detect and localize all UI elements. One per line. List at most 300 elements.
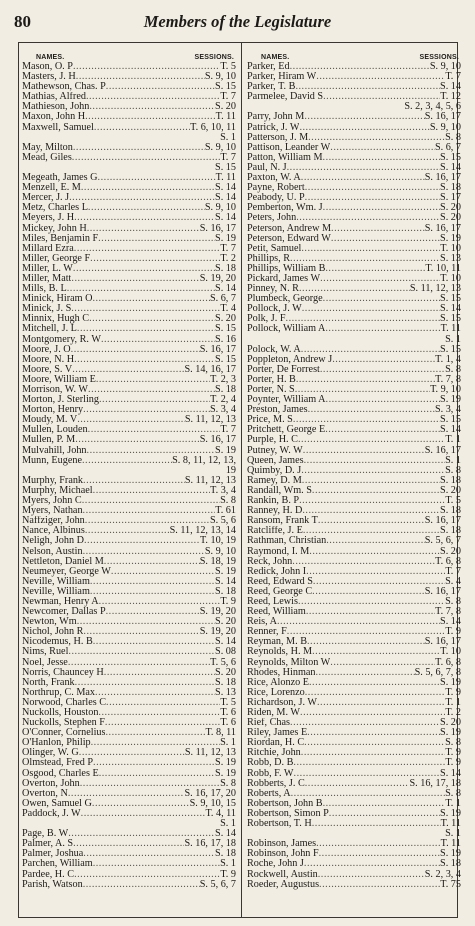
member-name: Mathewson, Chas. P	[22, 82, 106, 93]
member-name: Robertson, Simon P	[247, 808, 329, 819]
leader-dots	[93, 486, 211, 496]
member-row	[247, 173, 461, 183]
member-name: Moore, J. O	[22, 344, 71, 355]
member-row	[247, 738, 461, 748]
member-name: Minick, Hiram O	[22, 294, 93, 305]
leader-dots	[300, 708, 445, 718]
member-sessions: S. 14	[215, 575, 236, 587]
member-name: Raymond, I. M	[247, 546, 310, 557]
member-row	[22, 345, 236, 355]
member-sessions: T. 6	[220, 717, 236, 729]
member-row	[247, 476, 461, 486]
leader-dots	[305, 183, 440, 193]
member-row	[22, 476, 236, 486]
member-sessions: S. 1	[220, 858, 236, 870]
member-name: Miller, L. W	[22, 263, 73, 274]
member-row	[247, 82, 461, 92]
member-row	[247, 133, 461, 143]
leader-dots	[98, 173, 216, 183]
member-row	[22, 254, 236, 264]
member-row	[22, 849, 236, 859]
leader-dots	[303, 446, 425, 456]
member-row	[247, 183, 461, 193]
member-name: Mills, B. L	[22, 284, 67, 295]
member-sessions: S. 20	[440, 202, 461, 214]
leader-dots	[92, 799, 190, 809]
leader-dots	[84, 536, 200, 546]
member-row	[22, 698, 236, 708]
leader-dots	[73, 264, 215, 274]
member-name: Putney, W. W	[247, 445, 303, 456]
member-sessions: T. 10	[440, 242, 461, 254]
leader-dots	[302, 476, 440, 486]
member-name: Mullen, P. M	[22, 435, 76, 446]
member-sessions: S. 15	[440, 313, 461, 325]
member-name: Reynolds, Milton W	[247, 657, 331, 668]
member-name: Peters, John	[247, 213, 297, 224]
member-sessions: S. 17	[440, 192, 461, 204]
member-row	[247, 688, 461, 698]
member-sessions: T. 11	[440, 323, 461, 335]
member-sessions: S. 3, 4	[209, 404, 236, 416]
leader-dots	[94, 123, 190, 133]
member-sessions: S. 18	[440, 182, 461, 194]
member-sessions: S. 16, 17	[424, 585, 461, 597]
leader-dots	[83, 880, 200, 890]
member-name: Pattison, Leander W	[247, 142, 331, 153]
leader-dots	[96, 375, 210, 385]
right-column	[247, 53, 461, 890]
member-name: Morton, J. Sterling	[22, 395, 99, 406]
member-name: Rief, Chas	[247, 718, 291, 729]
member-name: Polock, W. A	[247, 344, 301, 355]
member-sessions: S. 5, 6, 7	[424, 535, 461, 547]
member-name: O'Conner, Cornelius	[22, 728, 106, 739]
leader-dots	[105, 728, 205, 738]
leader-dots	[379, 102, 404, 112]
leader-dots	[308, 405, 435, 415]
member-sessions: T. 9	[220, 595, 236, 607]
member-sessions: S. 16, 17	[424, 636, 461, 648]
member-sessions: T. 7	[220, 242, 236, 254]
member-name: Metz, Charles L	[22, 203, 88, 214]
member-row	[22, 607, 236, 617]
leader-dots	[325, 324, 440, 334]
member-sessions: S. 15	[215, 81, 236, 93]
member-sessions: S. 20	[215, 616, 236, 628]
leader-dots	[291, 789, 446, 799]
member-row	[247, 678, 461, 688]
member-name: Reed, William	[247, 607, 306, 618]
member-sessions: T. 75	[440, 878, 461, 890]
member-name: Nicodemus, H. B	[22, 637, 93, 648]
member-name: Palmer, A. S	[22, 839, 74, 850]
members-table	[18, 42, 461, 918]
leader-dots	[67, 284, 215, 294]
leader-dots	[316, 72, 445, 82]
member-sessions: S. 19	[440, 676, 461, 688]
leader-dots	[88, 203, 205, 213]
member-name: Norris, Chauncey H	[22, 667, 104, 678]
leader-dots	[73, 839, 184, 849]
member-sessions: S. 20	[215, 666, 236, 678]
right-rows	[247, 62, 461, 890]
leader-dots	[68, 647, 215, 657]
member-row	[22, 678, 236, 688]
leader-dots	[99, 769, 215, 779]
member-sessions: T. 1	[445, 797, 461, 809]
member-sessions: S. 18, 19	[199, 555, 236, 567]
member-row	[247, 557, 461, 567]
leader-dots	[325, 425, 440, 435]
member-row	[247, 829, 461, 839]
member-row	[247, 335, 461, 345]
member-row	[22, 839, 236, 849]
member-name: Menzell, E. M	[22, 183, 81, 194]
member-name: Riden, M. W	[247, 708, 301, 718]
member-row	[22, 728, 236, 738]
member-sessions: S. 1	[445, 828, 461, 840]
leader-dots	[312, 819, 441, 829]
leader-dots	[72, 365, 184, 375]
member-sessions: S. 16, 17	[424, 444, 461, 456]
member-sessions: T. 5, 6	[210, 656, 236, 668]
member-sessions: T. 7	[220, 424, 236, 436]
member-name: Northrup, C. Max	[22, 687, 96, 698]
member-row	[247, 456, 461, 466]
leader-dots	[83, 547, 205, 557]
leader-dots	[304, 112, 424, 122]
leader-dots	[77, 324, 215, 334]
member-name: Meyers, J. H	[22, 213, 75, 224]
member-row	[22, 284, 236, 294]
member-name: Pollock, William A	[247, 324, 326, 335]
leader-dots	[75, 435, 200, 445]
member-row	[22, 758, 236, 768]
member-name: Noel, Jesse	[22, 657, 68, 668]
member-name: Price, M. S	[247, 415, 293, 426]
member-name: Munn, Eugene	[22, 455, 82, 466]
member-sessions: T. 8, 11	[205, 727, 236, 739]
member-sessions: S. 1	[445, 333, 461, 345]
member-name: Paddock, J. W	[22, 808, 81, 819]
member-row	[247, 234, 461, 244]
leader-dots	[318, 516, 425, 526]
leader-dots	[277, 617, 440, 627]
member-sessions: S. 16, 17	[424, 172, 461, 184]
member-sessions: S. 9, 10	[429, 61, 461, 72]
member-sessions: T. 9	[445, 757, 461, 769]
member-row	[22, 203, 236, 213]
member-sessions: S. 1	[445, 454, 461, 466]
leader-dots	[318, 870, 425, 880]
leader-dots	[104, 557, 200, 567]
member-sessions: S. 20	[440, 545, 461, 557]
member-name: Nuckolls, Stephen F	[22, 718, 105, 729]
member-sessions: S. 11, 12, 13	[184, 474, 236, 486]
member-row	[22, 748, 236, 758]
member-row	[22, 567, 236, 577]
member-sessions: S. 19	[440, 807, 461, 819]
member-sessions: S. 6, 7	[434, 141, 461, 153]
leader-dots	[87, 224, 200, 234]
member-row	[22, 506, 236, 516]
member-row	[247, 72, 461, 82]
member-sessions: T. 9	[445, 747, 461, 759]
sessions-header: SESSIONS.	[194, 54, 234, 61]
member-sessions: S. 14, 16, 17	[184, 363, 236, 375]
member-sessions: T. 9	[445, 686, 461, 698]
leader-dots	[319, 880, 440, 890]
member-name: Poynter, William A	[247, 395, 326, 406]
member-sessions: S. 14	[440, 767, 461, 779]
member-name: Plumbeck, George	[247, 294, 323, 305]
member-row	[247, 547, 461, 557]
member-row	[247, 880, 461, 890]
member-row	[22, 173, 236, 183]
leader-dots	[93, 859, 220, 869]
leader-dots	[299, 284, 410, 294]
member-sessions: S. 8	[445, 787, 461, 799]
member-row	[247, 415, 461, 425]
member-name: Maxwell, Samuel	[22, 122, 94, 133]
leader-dots	[323, 799, 446, 809]
member-sessions: S. 9, 10	[204, 71, 236, 83]
member-sessions: T. 11	[440, 818, 461, 830]
leader-dots	[302, 506, 440, 516]
member-row	[247, 708, 461, 718]
member-name: Renner, F	[247, 627, 287, 638]
leader-dots	[306, 607, 435, 617]
member-sessions: S. 16, 17, 18	[184, 838, 236, 850]
leader-dots	[331, 224, 425, 234]
member-name: Richardson, J. W	[247, 697, 317, 708]
member-row	[22, 133, 236, 143]
member-sessions: S. 20	[215, 313, 236, 325]
member-name: Minnix, Hugh C	[22, 314, 90, 325]
member-sessions: S. 11, 12, 13	[184, 747, 236, 759]
leader-dots	[323, 153, 441, 163]
member-row	[247, 486, 461, 496]
leader-dots	[74, 870, 220, 880]
leader-dots	[305, 688, 446, 698]
leader-dots	[83, 849, 215, 859]
member-row	[22, 294, 236, 304]
member-name: Rhodes, Hinman	[247, 667, 316, 678]
leader-dots	[287, 627, 446, 637]
member-name: Mickey, John H	[22, 223, 87, 234]
member-name: Mathias, Alfred	[22, 92, 86, 103]
member-row	[247, 809, 461, 819]
leader-dots	[101, 335, 215, 345]
leader-dots	[315, 668, 414, 678]
member-name: Miller, Matt	[22, 273, 72, 284]
leader-dots	[104, 668, 215, 678]
member-name: Porter, De Forrest	[247, 364, 320, 375]
leader-dots	[98, 708, 220, 718]
leader-dots	[73, 143, 205, 153]
member-name: Overton, John	[22, 778, 80, 789]
member-row	[247, 799, 461, 809]
member-name: Nelson, Austin	[22, 546, 83, 557]
member-sessions: 19	[225, 464, 236, 476]
member-row	[247, 425, 461, 435]
member-row	[22, 627, 236, 637]
member-name: Nims, Ruel	[22, 647, 69, 658]
member-name: O'Hanlon, Philip	[22, 738, 91, 749]
leader-dots	[305, 779, 410, 789]
member-name: Neligh, John D	[22, 536, 84, 547]
leader-dots	[379, 335, 445, 345]
member-name: Patterson, J. M	[247, 132, 309, 143]
member-row	[247, 123, 461, 133]
leader-dots	[71, 304, 220, 314]
member-row	[22, 213, 236, 223]
member-row	[247, 324, 461, 334]
member-sessions: S. 19, 20	[199, 272, 236, 284]
member-sessions: T. 11	[440, 838, 461, 850]
member-sessions: S. 19	[215, 565, 236, 577]
member-name: Parry, John M	[247, 112, 305, 123]
member-sessions: S. 14	[440, 616, 461, 628]
member-row	[247, 405, 461, 415]
member-name: Olmstead, Fred P	[22, 758, 94, 769]
leader-dots	[329, 809, 440, 819]
member-name: Morton, Henry	[22, 405, 84, 416]
member-name: Ratcliffe, J. E	[247, 526, 303, 537]
member-sessions: T. 6, 8	[435, 555, 461, 567]
member-name: Moore, N. H	[22, 354, 75, 365]
member-sessions: S. 9, 10	[204, 202, 236, 214]
leader-dots	[301, 345, 440, 355]
leader-dots	[305, 193, 440, 203]
member-sessions: S. 20	[215, 101, 236, 113]
leader-dots	[286, 314, 441, 324]
member-row	[22, 435, 236, 445]
member-row	[247, 284, 461, 294]
leader-dots	[325, 264, 425, 274]
leader-dots	[296, 375, 435, 385]
member-row	[247, 224, 461, 234]
member-row	[22, 314, 236, 324]
leader-dots	[75, 678, 215, 688]
member-name: Quimby, D. J	[247, 465, 302, 476]
member-name: Robertson, John B	[247, 798, 323, 809]
member-row	[22, 163, 236, 173]
leader-dots	[77, 415, 185, 425]
member-name: Myers, John C	[22, 496, 82, 507]
member-name: Ritchie, John	[247, 748, 301, 759]
member-name: Pardee, H. C	[22, 869, 75, 880]
member-name: Newton, Wm	[22, 617, 77, 628]
member-name: Robinson, James	[247, 839, 317, 850]
member-row	[22, 587, 236, 597]
member-sessions: T. 5	[220, 61, 236, 72]
member-row	[247, 859, 461, 869]
page-header	[14, 10, 461, 34]
member-sessions: S. 19	[440, 232, 461, 244]
member-sessions: S. 15	[440, 343, 461, 355]
member-sessions: S. 2, 3, 4	[424, 868, 461, 880]
member-name: Paxton, W. A	[247, 173, 301, 184]
member-sessions: T. 6, 10, 11	[190, 121, 236, 133]
member-name: Phillips, William B	[247, 263, 326, 274]
member-sessions: T. 11	[215, 172, 236, 184]
member-row	[22, 92, 236, 102]
member-name: Rockwell, Austin	[247, 869, 318, 880]
leader-dots	[303, 526, 440, 536]
leader-dots	[307, 728, 440, 738]
member-row	[247, 385, 461, 395]
leader-dots	[307, 637, 425, 647]
member-sessions: T. 10, 11	[425, 262, 461, 274]
member-sessions: S. 8	[445, 464, 461, 476]
member-row	[247, 597, 461, 607]
member-name: Robertson, T. H	[247, 819, 312, 830]
leader-dots	[106, 698, 220, 708]
member-row	[22, 880, 236, 890]
member-name: Mercer, J. J	[22, 193, 70, 204]
member-row	[247, 839, 461, 849]
member-sessions: T. 10	[440, 272, 461, 284]
member-sessions: T. 4	[220, 303, 236, 315]
member-name: Porter, N. S	[247, 385, 295, 395]
member-sessions: T. 7, 8	[435, 606, 461, 618]
member-name: Murphy, Frank	[22, 475, 84, 486]
member-row	[22, 456, 236, 466]
member-sessions: S. 18	[440, 525, 461, 537]
member-row	[22, 385, 236, 395]
member-row	[247, 870, 461, 880]
member-row	[22, 82, 236, 92]
leader-dots	[308, 133, 445, 143]
member-name: North, Frank	[22, 677, 75, 688]
member-name: Preston, James	[247, 405, 308, 416]
member-name: Parker, Ed	[247, 62, 290, 72]
leader-dots	[85, 526, 170, 536]
member-name: Osgood, Charles E	[22, 768, 99, 779]
leader-dots	[98, 234, 215, 244]
member-row	[22, 395, 236, 405]
leader-dots	[90, 577, 215, 587]
leader-dots	[312, 647, 440, 657]
leader-dots	[379, 829, 445, 839]
member-sessions: S. 14	[440, 81, 461, 93]
member-row	[247, 587, 461, 597]
left-column-header	[22, 53, 236, 62]
member-row	[22, 143, 236, 153]
member-sessions: S. 8	[445, 737, 461, 749]
member-sessions: S. 19	[440, 848, 461, 860]
member-name: Pritchett, George E	[247, 425, 326, 436]
member-name: Millard Ezra	[22, 243, 74, 254]
member-name: Parish, Watson	[22, 879, 83, 890]
member-row	[247, 567, 461, 577]
leader-dots	[290, 254, 440, 264]
member-row	[22, 102, 236, 112]
member-name: Porter, H. B	[247, 374, 296, 385]
member-name: Peabody, U. P	[247, 193, 305, 204]
member-sessions: S. 20	[440, 212, 461, 224]
member-name: Patton, William M	[247, 152, 323, 163]
member-name: Masters, J. H	[22, 72, 76, 83]
leader-dots	[90, 254, 220, 264]
member-name: Overton, N	[22, 788, 68, 799]
member-name: Redick, John I	[247, 566, 307, 577]
member-name: Riordan, H. C	[247, 738, 305, 749]
leader-dots	[74, 244, 221, 254]
leader-dots	[99, 395, 210, 405]
